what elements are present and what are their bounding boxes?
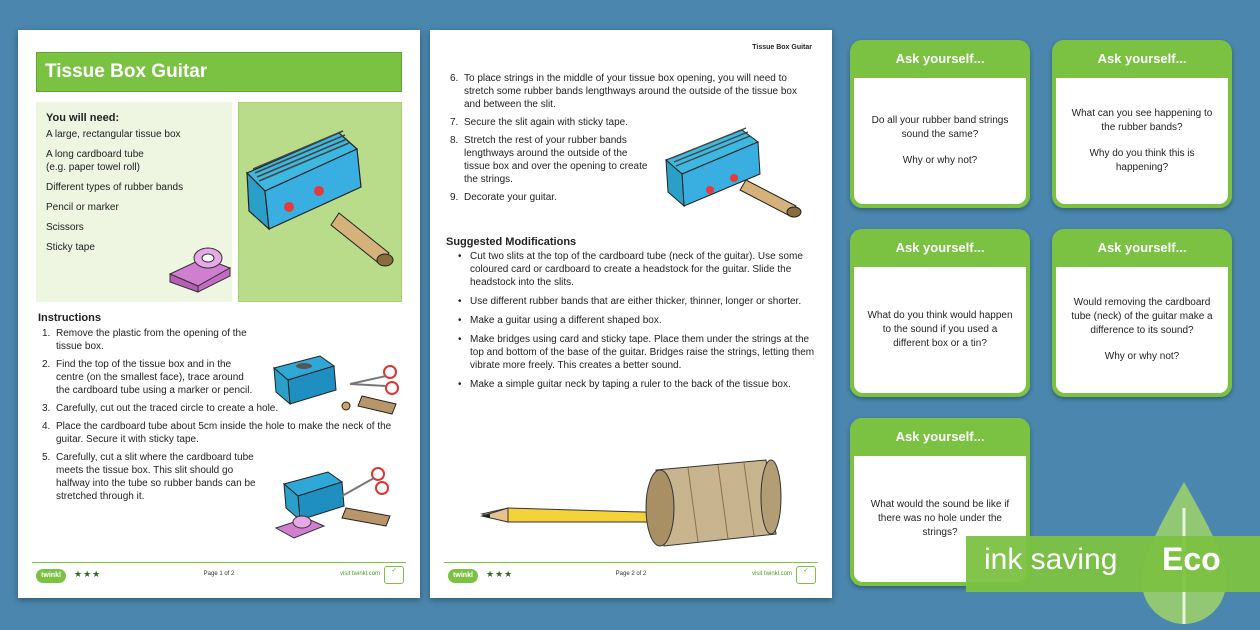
box-tape-scissors-illustration xyxy=(272,462,412,546)
modifications-heading: Suggested Modifications xyxy=(446,236,577,248)
twinkl-logo[interactable]: twinkl xyxy=(36,569,66,583)
card-question: What do you think would happen to the sound if you used a different box or a tin? xyxy=(867,310,1013,349)
checked-badge-icon: ✓ xyxy=(384,566,404,584)
step-text: Carefully, cut out the traced circle to create a hole. xyxy=(56,403,279,414)
step-number: 2. xyxy=(42,359,51,370)
card-body xyxy=(854,78,1026,204)
sticky-tape-icon xyxy=(164,234,234,294)
step-text: Place the cardboard tube about 5cm inside the hole to make the neck of the guitar. Secure it with sticky tape. xyxy=(56,421,392,445)
card-title: Ask yourself... xyxy=(1097,240,1187,255)
card-body xyxy=(1056,267,1228,393)
card-body xyxy=(1056,78,1228,204)
card-title: Ask yourself... xyxy=(895,51,985,66)
step-item xyxy=(38,451,256,503)
finished-guitar-icon xyxy=(660,120,810,220)
need-item: A large, rectangular tissue box xyxy=(46,129,181,140)
card-question: Why or why not? xyxy=(902,155,978,166)
modification-item: • Cut two slits at the top of the cardboard tube (neck of the guitar). Use some coloured card or cardboard to create a headstock for the guitar. Slide the headstock into the slits. xyxy=(446,250,816,289)
step-item xyxy=(446,134,656,186)
pencil-tube-illustration xyxy=(478,450,788,560)
twinkl-logo[interactable]: twinkl xyxy=(448,569,478,583)
ask-yourself-card xyxy=(1052,229,1232,397)
card-question: Why do you think this is happening? xyxy=(1089,148,1195,173)
modification-item: • Make a guitar using a different shaped box. xyxy=(446,314,816,327)
rating-stars: ★★★ xyxy=(486,569,514,579)
modifications-list xyxy=(446,250,816,391)
card-question: Why or why not? xyxy=(1104,351,1180,362)
card-question: What can you see happening to the rubber bands? xyxy=(1071,108,1213,133)
tissue-box-guitar-icon xyxy=(239,103,403,303)
step-number: 3. xyxy=(42,403,51,414)
card-question: Do all your rubber band strings sound the same? xyxy=(871,115,1009,140)
need-item: Scissors xyxy=(46,222,84,233)
need-item: Different types of rubber bands xyxy=(46,182,184,193)
need-item: Pencil or marker xyxy=(46,202,119,213)
card-title: Ask yourself... xyxy=(895,429,985,444)
page-number: Page 1 of 2 xyxy=(203,571,235,577)
box-scissors-illustration xyxy=(270,348,410,418)
step-number: 8. xyxy=(450,135,459,146)
ink-saving-label: ink saving xyxy=(984,543,1118,576)
need-item: Sticky tape xyxy=(46,242,95,253)
worksheet-page-2 xyxy=(430,30,832,598)
step-item xyxy=(446,116,656,129)
card-title: Ask yourself... xyxy=(1097,51,1187,66)
step-item xyxy=(38,358,256,397)
checked-badge-icon: ✓ xyxy=(796,566,816,584)
modification-item: • Use different rubber bands that are either thicker, thinner, longer or shorter. xyxy=(446,295,816,308)
step-text: Secure the slit again with sticky tape. xyxy=(464,117,628,128)
visit-link[interactable]: visit twinkl.com xyxy=(751,571,792,577)
page-header: Tissue Box Guitar xyxy=(752,44,812,51)
step-text: Find the top of the tissue box and in the centre (on the smallest face), trace around the cardboard tube using a marker or pencil. xyxy=(56,359,253,396)
need-item: A long cardboard tube (e.g. paper towel roll) xyxy=(46,149,144,173)
card-body xyxy=(854,267,1026,393)
step-number: 6. xyxy=(450,73,459,84)
card-question: What would the sound be like if there was no hole under the strings? xyxy=(870,499,1010,538)
step-text: To place strings in the middle of your tissue box opening, you will need to stretch some rubber bands lengthways around the outside of the tissue box and between the slit. xyxy=(464,73,797,110)
step-text: Carefully, cut a slit where the cardboard tube meets the tissue box. This slit should go halfway into the tube so rubber bands can be stretched through it. xyxy=(56,452,256,502)
step-number: 9. xyxy=(450,192,459,203)
step-text: Remove the plastic from the opening of the tissue box. xyxy=(56,328,247,352)
ask-yourself-card xyxy=(1052,40,1232,208)
step-item xyxy=(38,420,402,446)
modification-item: • Make a simple guitar neck by taping a ruler to the back of the tissue box. xyxy=(446,378,816,391)
step-item xyxy=(446,191,656,204)
need-heading: You will need: xyxy=(46,112,120,124)
card-question: Would removing the cardboard tube (neck) of the guitar make a difference to its sound? xyxy=(1071,297,1213,336)
step-number: 7. xyxy=(450,117,459,128)
step-text: Decorate your guitar. xyxy=(464,192,557,203)
step-number: 4. xyxy=(42,421,51,432)
page-number: Page 2 of 2 xyxy=(615,571,647,577)
instructions-heading: Instructions xyxy=(38,312,101,324)
ask-yourself-card xyxy=(850,40,1030,208)
step-text: Stretch the rest of your rubber bands lengthways around the outside of the tissue box and over the opening to create the strings. xyxy=(464,135,648,185)
guitar-illustration-panel xyxy=(238,102,402,302)
page-footer xyxy=(444,562,818,588)
step-item xyxy=(38,327,256,353)
page-footer xyxy=(32,562,406,588)
visit-link[interactable]: visit twinkl.com xyxy=(339,571,380,577)
page-title: Tissue Box Guitar xyxy=(36,52,402,92)
ask-yourself-card xyxy=(850,229,1030,397)
worksheet-page-1 xyxy=(18,30,420,598)
rating-stars: ★★★ xyxy=(74,569,102,579)
step-number: 5. xyxy=(42,452,51,463)
step-item xyxy=(446,72,816,111)
step-number: 1. xyxy=(42,328,51,339)
modifications-section xyxy=(446,236,816,397)
modification-item: • Make bridges using card and sticky tape. Place them under the strings at the top and bottom of the base of the guitar. Bridges raise the strings, letting them vibrate more freely. This creates a better sound. xyxy=(446,333,816,372)
card-title: Ask yourself... xyxy=(895,240,985,255)
you-will-need-box xyxy=(36,102,232,302)
eco-label: Eco xyxy=(1162,541,1221,577)
